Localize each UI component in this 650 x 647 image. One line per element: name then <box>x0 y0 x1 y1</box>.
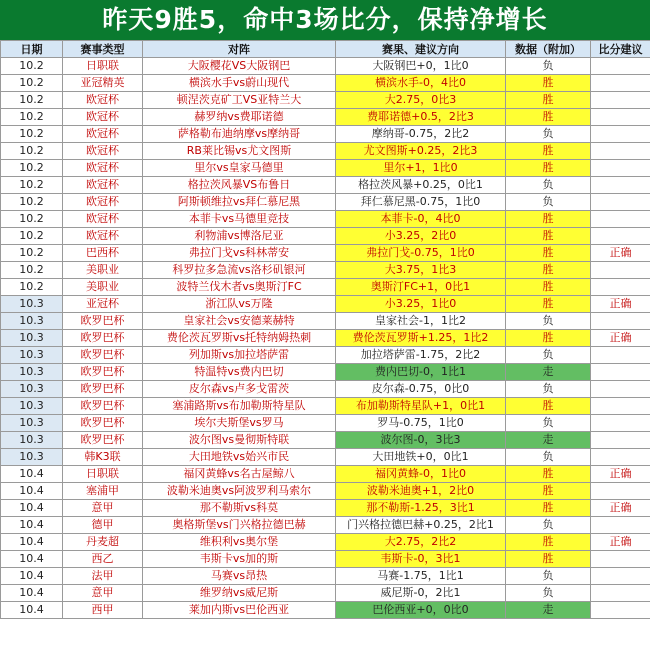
score-cell: 正确 <box>591 500 650 517</box>
match-cell: 列加斯vs加拉塔萨雷 <box>143 347 336 364</box>
table-row <box>1 58 650 75</box>
pick-cell: 摩纳哥-0.75，2比2 <box>336 126 506 143</box>
date-cell: 10.2 <box>1 262 63 279</box>
pick-cell: 加拉塔萨雷-1.75，2比2 <box>336 347 506 364</box>
pick-cell: 小3.25，2比0 <box>336 228 506 245</box>
pick-cell: 皇家社会-1，1比2 <box>336 313 506 330</box>
match-cell: 利物浦vs博洛尼亚 <box>143 228 336 245</box>
pick-cell: 里尔+1，1比0 <box>336 160 506 177</box>
pick-cell: 大2.75，2比2 <box>336 534 506 551</box>
match-cell: 奥格斯堡vs门兴格拉德巴赫 <box>143 517 336 534</box>
league-cell: 巴西杯 <box>63 245 143 262</box>
score-cell: 正确 <box>591 245 650 262</box>
pick-cell: 横滨水手-0，4比0 <box>336 75 506 92</box>
score-cell <box>591 432 650 449</box>
score-cell <box>591 602 650 619</box>
result-cell: 走 <box>506 602 591 619</box>
table-row <box>1 585 650 602</box>
result-cell: 胜 <box>506 330 591 347</box>
pick-cell: 大2.75，0比3 <box>336 92 506 109</box>
match-cell: 格拉茨风暴VS布鲁日 <box>143 177 336 194</box>
match-cell: 福冈黄蜂vs名古屋鲸八 <box>143 466 336 483</box>
match-cell: 维积利vs奥尔堡 <box>143 534 336 551</box>
date-cell: 10.3 <box>1 398 63 415</box>
match-cell: 波特兰伐木者vs奥斯汀FC <box>143 279 336 296</box>
result-cell: 负 <box>506 58 591 75</box>
date-cell: 10.4 <box>1 534 63 551</box>
score-cell <box>591 92 650 109</box>
score-cell <box>591 398 650 415</box>
league-cell: 欧冠杯 <box>63 143 143 160</box>
score-cell: 正确 <box>591 534 650 551</box>
result-cell: 胜 <box>506 398 591 415</box>
league-cell: 欧罗巴杯 <box>63 330 143 347</box>
table-row <box>1 194 650 211</box>
col-league: 赛事类型 <box>63 41 143 58</box>
pick-cell: 马赛-1.75，1比1 <box>336 568 506 585</box>
date-cell: 10.2 <box>1 228 63 245</box>
league-cell: 意甲 <box>63 500 143 517</box>
result-cell: 胜 <box>506 75 591 92</box>
pick-cell: 格拉茨风暴+0.25，0比1 <box>336 177 506 194</box>
table-row <box>1 177 650 194</box>
result-cell: 负 <box>506 517 591 534</box>
score-cell <box>591 483 650 500</box>
date-cell: 10.4 <box>1 500 63 517</box>
date-cell: 10.2 <box>1 109 63 126</box>
league-cell: 欧罗巴杯 <box>63 415 143 432</box>
league-cell: 欧冠杯 <box>63 228 143 245</box>
table-row <box>1 92 650 109</box>
pick-cell: 弗拉门戈-0.75，1比0 <box>336 245 506 262</box>
league-cell: 欧冠杯 <box>63 109 143 126</box>
league-cell: 欧冠杯 <box>63 92 143 109</box>
result-cell: 负 <box>506 126 591 143</box>
score-cell <box>591 262 650 279</box>
match-cell: RB莱比锡vs尤文图斯 <box>143 143 336 160</box>
col-date: 日期 <box>1 41 63 58</box>
pick-cell: 波尔图-0，3比3 <box>336 432 506 449</box>
league-cell: 欧罗巴杯 <box>63 398 143 415</box>
league-cell: 亚冠杯 <box>63 296 143 313</box>
pick-cell: 本菲卡-0，4比0 <box>336 211 506 228</box>
table-row <box>1 381 650 398</box>
league-cell: 塞浦甲 <box>63 483 143 500</box>
match-cell: 马赛vs昂热 <box>143 568 336 585</box>
score-cell <box>591 347 650 364</box>
date-cell: 10.4 <box>1 551 63 568</box>
league-cell: 欧罗巴杯 <box>63 381 143 398</box>
result-cell: 负 <box>506 347 591 364</box>
league-cell: 欧冠杯 <box>63 211 143 228</box>
table-row <box>1 347 650 364</box>
table-row <box>1 245 650 262</box>
result-cell: 负 <box>506 177 591 194</box>
col-score: 比分建议 <box>591 41 650 58</box>
date-cell: 10.4 <box>1 568 63 585</box>
score-cell <box>591 568 650 585</box>
score-cell <box>591 143 650 160</box>
pick-cell: 小3.25，1比0 <box>336 296 506 313</box>
league-cell: 美职业 <box>63 262 143 279</box>
league-cell: 美职业 <box>63 279 143 296</box>
col-pick: 赛果、建议方向 <box>336 41 506 58</box>
result-cell: 胜 <box>506 92 591 109</box>
score-cell <box>591 160 650 177</box>
result-cell: 胜 <box>506 483 591 500</box>
pick-cell: 那不勒斯-1.25，3比1 <box>336 500 506 517</box>
score-cell <box>591 415 650 432</box>
match-cell: 波尔图vs曼彻斯特联 <box>143 432 336 449</box>
table-row <box>1 602 650 619</box>
score-cell <box>591 211 650 228</box>
match-cell: 皮尔森vs卢多戈雷茨 <box>143 381 336 398</box>
table-row <box>1 313 650 330</box>
table-row <box>1 534 650 551</box>
date-cell: 10.3 <box>1 296 63 313</box>
results-table <box>0 40 650 619</box>
league-cell: 欧冠杯 <box>63 126 143 143</box>
result-cell: 胜 <box>506 262 591 279</box>
date-cell: 10.3 <box>1 449 63 466</box>
match-cell: 大阪樱花VS大阪钢巴 <box>143 58 336 75</box>
league-cell: 法甲 <box>63 568 143 585</box>
score-cell <box>591 228 650 245</box>
league-cell: 丹麦超 <box>63 534 143 551</box>
match-cell: 阿斯顿维拉vs拜仁慕尼黑 <box>143 194 336 211</box>
league-cell: 欧冠杯 <box>63 194 143 211</box>
table-row <box>1 398 650 415</box>
pick-cell: 门兴格拉德巴赫+0.25，2比1 <box>336 517 506 534</box>
table-row <box>1 126 650 143</box>
table-row <box>1 228 650 245</box>
date-cell: 10.3 <box>1 313 63 330</box>
league-cell: 亚冠精英 <box>63 75 143 92</box>
result-cell: 胜 <box>506 245 591 262</box>
date-cell: 10.3 <box>1 330 63 347</box>
result-cell: 胜 <box>506 160 591 177</box>
match-cell: 塞浦路斯vs布加勒斯特星队 <box>143 398 336 415</box>
result-cell: 负 <box>506 585 591 602</box>
pick-cell: 大田地铁+0，0比1 <box>336 449 506 466</box>
result-cell: 胜 <box>506 279 591 296</box>
match-cell: 大田地铁vs始兴市民 <box>143 449 336 466</box>
result-cell: 胜 <box>506 109 591 126</box>
table-row <box>1 143 650 160</box>
result-cell: 胜 <box>506 228 591 245</box>
match-cell: 皇家社会vs安德莱赫特 <box>143 313 336 330</box>
score-cell <box>591 58 650 75</box>
table-row <box>1 466 650 483</box>
result-cell: 负 <box>506 194 591 211</box>
date-cell: 10.3 <box>1 347 63 364</box>
pick-cell: 威尼斯-0，2比1 <box>336 585 506 602</box>
date-cell: 10.2 <box>1 58 63 75</box>
match-cell: 萨格勒布迪纳摩vs摩纳哥 <box>143 126 336 143</box>
pick-cell: 布加勒斯特星队+1，0比1 <box>336 398 506 415</box>
league-cell: 欧罗巴杯 <box>63 432 143 449</box>
score-cell <box>591 449 650 466</box>
date-cell: 10.2 <box>1 245 63 262</box>
match-cell: 弗拉门戈vs科林蒂安 <box>143 245 336 262</box>
pick-cell: 费内巴切-0，1比1 <box>336 364 506 381</box>
league-cell: 欧罗巴杯 <box>63 347 143 364</box>
result-cell: 胜 <box>506 143 591 160</box>
score-cell <box>591 551 650 568</box>
pick-cell: 福冈黄蜂-0，1比0 <box>336 466 506 483</box>
table-row <box>1 483 650 500</box>
score-cell <box>591 585 650 602</box>
table-row <box>1 432 650 449</box>
result-cell: 负 <box>506 381 591 398</box>
pick-cell: 罗马-0.75，1比0 <box>336 415 506 432</box>
match-cell: 里尔vs皇家马德里 <box>143 160 336 177</box>
table-row <box>1 75 650 92</box>
score-cell <box>591 313 650 330</box>
league-cell: 欧冠杯 <box>63 160 143 177</box>
match-cell: 浙江队vs万隆 <box>143 296 336 313</box>
table-row <box>1 262 650 279</box>
result-cell: 胜 <box>506 500 591 517</box>
league-cell: 德甲 <box>63 517 143 534</box>
pick-cell: 波勒米迪奥+1，2比0 <box>336 483 506 500</box>
score-cell: 正确 <box>591 330 650 347</box>
date-cell: 10.2 <box>1 211 63 228</box>
result-cell: 负 <box>506 568 591 585</box>
score-cell: 正确 <box>591 466 650 483</box>
score-cell: 正确 <box>591 296 650 313</box>
match-cell: 维罗纳vs威尼斯 <box>143 585 336 602</box>
pick-cell: 皮尔森-0.75，0比0 <box>336 381 506 398</box>
date-cell: 10.2 <box>1 279 63 296</box>
result-cell: 负 <box>506 449 591 466</box>
result-cell: 胜 <box>506 296 591 313</box>
table-row <box>1 211 650 228</box>
date-cell: 10.2 <box>1 92 63 109</box>
date-cell: 10.2 <box>1 194 63 211</box>
result-cell: 胜 <box>506 466 591 483</box>
score-cell <box>591 364 650 381</box>
table-body <box>1 58 650 619</box>
pick-cell: 拜仁慕尼黑-0.75，1比0 <box>336 194 506 211</box>
date-cell: 10.3 <box>1 432 63 449</box>
league-cell: 日职联 <box>63 466 143 483</box>
table-row <box>1 568 650 585</box>
match-cell: 埃尔夫斯堡vs罗马 <box>143 415 336 432</box>
match-cell: 本菲卡vs马德里竞技 <box>143 211 336 228</box>
table-row <box>1 364 650 381</box>
score-cell <box>591 279 650 296</box>
date-cell: 10.2 <box>1 75 63 92</box>
pick-cell: 费伦茨瓦罗斯+1.25，1比2 <box>336 330 506 347</box>
pick-cell: 费耶诺德+0.5，2比3 <box>336 109 506 126</box>
date-cell: 10.2 <box>1 160 63 177</box>
banner-title: 昨天9胜5，命中3场比分，保持净增长 <box>0 0 650 40</box>
score-cell <box>591 177 650 194</box>
table-row <box>1 279 650 296</box>
table-row <box>1 160 650 177</box>
table-row <box>1 296 650 313</box>
match-cell: 横滨水手vs蔚山现代 <box>143 75 336 92</box>
table-row <box>1 415 650 432</box>
date-cell: 10.4 <box>1 466 63 483</box>
pick-cell: 奥斯汀FC+1，0比1 <box>336 279 506 296</box>
league-cell: 意甲 <box>63 585 143 602</box>
match-cell: 科罗拉多急流vs洛杉矶银河 <box>143 262 336 279</box>
pick-cell: 大阪钢巴+0，1比0 <box>336 58 506 75</box>
match-cell: 那不勒斯vs科莫 <box>143 500 336 517</box>
score-cell <box>591 381 650 398</box>
pick-cell: 大3.75，1比3 <box>336 262 506 279</box>
date-cell: 10.4 <box>1 483 63 500</box>
league-cell: 韩K3联 <box>63 449 143 466</box>
match-cell: 特温特vs费内巴切 <box>143 364 336 381</box>
league-cell: 西乙 <box>63 551 143 568</box>
table-row <box>1 551 650 568</box>
match-cell: 莱加内斯vs巴伦西亚 <box>143 602 336 619</box>
date-cell: 10.2 <box>1 143 63 160</box>
match-cell: 波勒米迪奥vs阿波罗利马索尔 <box>143 483 336 500</box>
date-cell: 10.2 <box>1 177 63 194</box>
header-row <box>1 41 650 58</box>
league-cell: 欧罗巴杯 <box>63 313 143 330</box>
result-cell: 胜 <box>506 211 591 228</box>
score-cell <box>591 517 650 534</box>
match-cell: 赫罗纳vs费耶诺德 <box>143 109 336 126</box>
date-cell: 10.4 <box>1 602 63 619</box>
table-row <box>1 109 650 126</box>
date-cell: 10.3 <box>1 415 63 432</box>
date-cell: 10.4 <box>1 517 63 534</box>
date-cell: 10.4 <box>1 585 63 602</box>
league-cell: 西甲 <box>63 602 143 619</box>
result-cell: 胜 <box>506 534 591 551</box>
result-cell: 负 <box>506 313 591 330</box>
date-cell: 10.3 <box>1 364 63 381</box>
match-cell: 顿涅茨克矿工VS亚特兰大 <box>143 92 336 109</box>
result-cell: 走 <box>506 432 591 449</box>
league-cell: 日职联 <box>63 58 143 75</box>
date-cell: 10.3 <box>1 381 63 398</box>
pick-cell: 巴伦西亚+0，0比0 <box>336 602 506 619</box>
table-row <box>1 500 650 517</box>
score-cell <box>591 109 650 126</box>
score-cell <box>591 126 650 143</box>
score-cell <box>591 75 650 92</box>
league-cell: 欧罗巴杯 <box>63 364 143 381</box>
score-cell <box>591 194 650 211</box>
league-cell: 欧冠杯 <box>63 177 143 194</box>
table-row <box>1 330 650 347</box>
result-cell: 胜 <box>506 551 591 568</box>
table-row <box>1 449 650 466</box>
match-cell: 韦斯卡vs加的斯 <box>143 551 336 568</box>
match-cell: 费伦茨瓦罗斯vs托特纳姆热刺 <box>143 330 336 347</box>
pick-cell: 尤文图斯+0.25，2比3 <box>336 143 506 160</box>
date-cell: 10.2 <box>1 126 63 143</box>
col-data: 数据（附加） <box>506 41 591 58</box>
col-match: 对阵 <box>143 41 336 58</box>
table-row <box>1 517 650 534</box>
pick-cell: 韦斯卡-0，3比1 <box>336 551 506 568</box>
result-cell: 负 <box>506 415 591 432</box>
result-cell: 走 <box>506 364 591 381</box>
